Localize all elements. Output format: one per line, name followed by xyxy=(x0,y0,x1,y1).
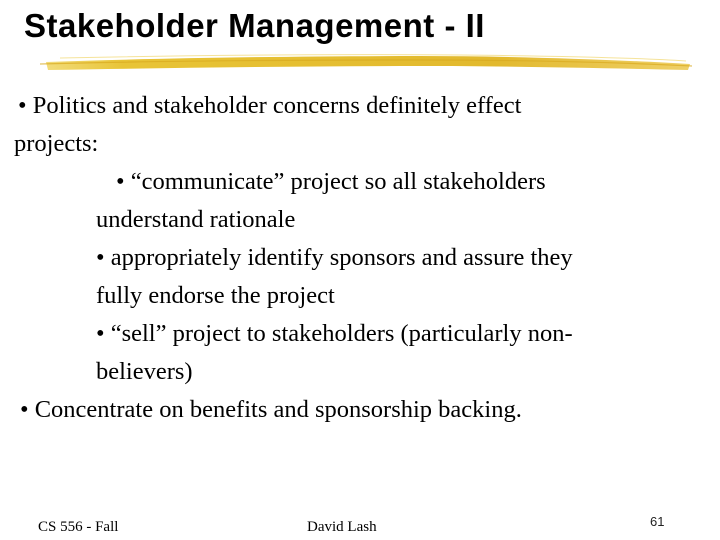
slide-number: 61 xyxy=(650,514,665,529)
brushstroke-main xyxy=(46,56,690,70)
bullet-concentrate: • Concentrate on benefits and sponsorship backing. xyxy=(20,396,522,423)
bullet-politics-continued: projects: xyxy=(14,130,99,157)
sub-bullet-sponsors-continued: fully endorse the project xyxy=(96,282,335,309)
footer-author: David Lash xyxy=(307,519,377,535)
title-underline-brushstroke xyxy=(0,0,720,80)
bullet-politics: • Politics and stakeholder concerns definitely effect xyxy=(18,92,522,119)
slide-title: Stakeholder Management - II xyxy=(24,7,485,44)
sub-bullet-communicate-continued: understand rationale xyxy=(96,206,296,233)
sub-bullet-sponsors: • appropriately identify sponsors and assure they xyxy=(96,244,573,271)
sub-bullet-sell-continued: believers) xyxy=(96,358,193,385)
sub-bullet-communicate: • “communicate” project so all stakeholders xyxy=(116,168,546,195)
sub-bullet-sell: • “sell” project to stakeholders (particularly non- xyxy=(96,320,573,347)
footer-course: CS 556 - Fall xyxy=(38,519,119,535)
